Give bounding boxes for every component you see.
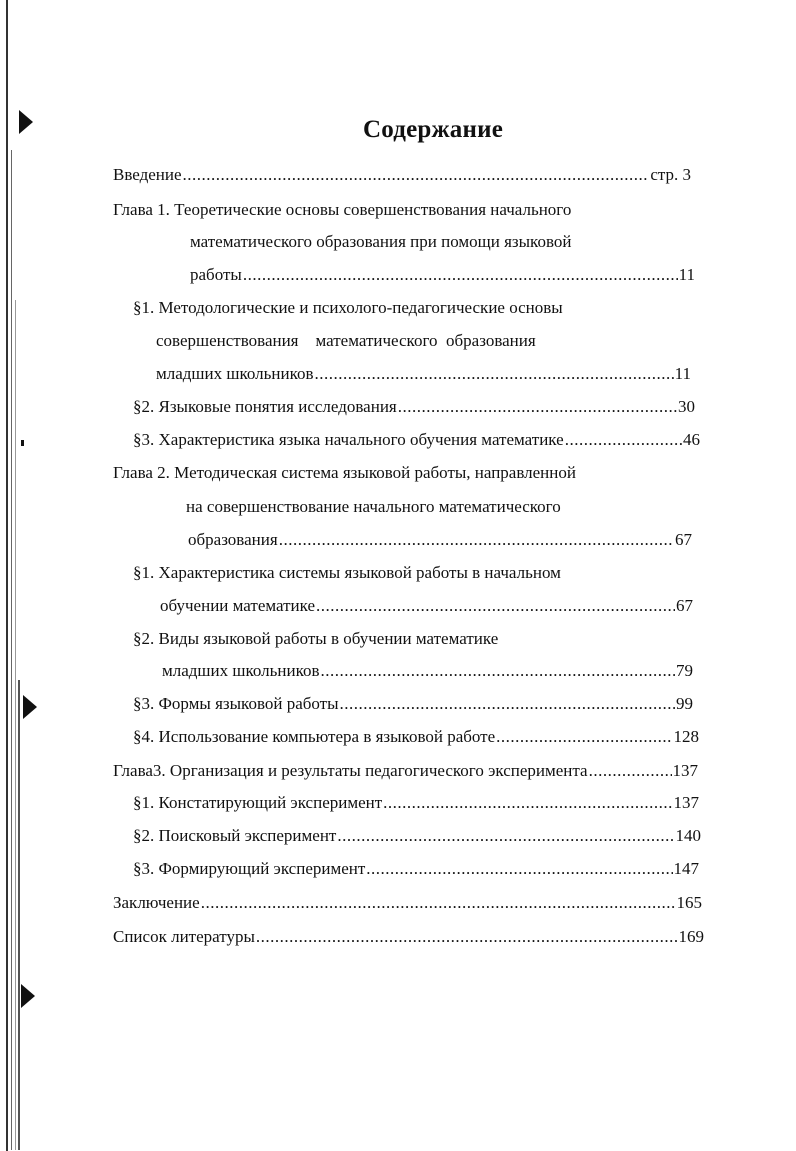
toc-entry-label: Глава3. Организация и результаты педагогического эксперимента xyxy=(113,761,588,780)
toc-entry-chapter-2 xyxy=(188,529,692,551)
dot-leader xyxy=(256,926,678,948)
toc-entry-label: Список литературы xyxy=(113,927,255,946)
dot-leader xyxy=(316,595,675,617)
toc-entry-intro xyxy=(113,164,691,186)
dot-leader xyxy=(398,396,677,418)
toc-entry-page: 169 xyxy=(678,927,704,946)
toc-entry-label: Заключение xyxy=(113,893,200,912)
dot-leader xyxy=(366,858,672,880)
toc-entry-label: работы xyxy=(190,265,242,284)
toc-entry-ch1-s2 xyxy=(133,396,695,418)
toc-entry-page: 67 xyxy=(675,530,692,549)
toc-entry-chapter-3 xyxy=(113,760,698,782)
dot-leader xyxy=(201,892,676,914)
toc-entry-ch3-s1 xyxy=(133,792,699,814)
toc-chapter-1-line-1: Глава 1. Теоретические основы совершенствования начального xyxy=(113,200,572,219)
toc-entry-page: 67 xyxy=(676,596,693,615)
toc-entry-chapter-1 xyxy=(190,264,695,286)
toc-entry-ch1-s3 xyxy=(133,429,700,451)
toc-entry-conclusion xyxy=(113,892,702,914)
toc-entry-page: 11 xyxy=(678,265,695,284)
toc-entry-label: §1. Констатирующий эксперимент xyxy=(133,793,383,812)
toc-entry-page: 165 xyxy=(676,893,702,912)
dot-leader xyxy=(243,264,678,286)
dot-leader xyxy=(340,693,675,715)
toc-entry-ch2-s3 xyxy=(133,693,693,715)
toc-entry-page: стр. 3 xyxy=(650,165,691,184)
toc-entry-label: младших школьников xyxy=(162,661,320,680)
toc-ch1-s1-line-1: §1. Методологические и психолого-педагогические основы xyxy=(133,298,563,317)
toc-entry-ch2-s2 xyxy=(162,660,693,682)
dot-leader xyxy=(589,760,672,782)
toc-entry-ch2-s1 xyxy=(160,595,693,617)
dot-leader xyxy=(183,164,650,186)
toc-chapter-2-line-1: Глава 2. Методическая система языковой работы, направленной xyxy=(113,463,576,482)
dot-leader xyxy=(279,529,674,551)
toc-entry-label: §3. Формы языковой работы xyxy=(133,694,339,713)
toc-ch2-s2-line-1: §2. Виды языковой работы в обучении математике xyxy=(133,629,499,648)
toc-entry-page: 46 xyxy=(683,430,700,449)
toc-entry-label: §2. Поисковый эксперимент xyxy=(133,826,337,845)
toc-entry-page: 11 xyxy=(674,364,691,383)
toc-ch1-s1-line-2: совершенствования математического образования xyxy=(156,331,536,350)
toc-ch2-s1-line-1: §1. Характеристика системы языковой работы в начальном xyxy=(133,563,561,582)
toc-entry-label: обучении математике xyxy=(160,596,316,615)
toc-entry-page: 99 xyxy=(676,694,693,713)
toc-entry-ch3-s2 xyxy=(133,825,701,847)
toc-entry-label: образования xyxy=(188,530,278,549)
toc-entry-page: 128 xyxy=(673,727,699,746)
toc-entry-page: 30 xyxy=(678,397,695,416)
toc-entry-label: младших школьников xyxy=(156,364,314,383)
toc-entry-ch2-s4 xyxy=(133,726,699,748)
dot-leader xyxy=(565,429,682,451)
toc-entry-ch1-s1 xyxy=(156,363,691,385)
toc-entry-label: §3. Формирующий эксперимент xyxy=(133,859,366,878)
dot-leader xyxy=(383,792,672,814)
toc-entry-page: 147 xyxy=(673,859,699,878)
toc-entry-ch3-s3 xyxy=(133,858,699,880)
toc-chapter-2-line-2: на совершенствование начального математического xyxy=(186,497,561,516)
toc-entry-page: 137 xyxy=(672,761,698,780)
toc-entry-references xyxy=(113,926,704,948)
dot-leader xyxy=(321,660,676,682)
toc-entry-label: Введение xyxy=(113,165,182,184)
dot-leader xyxy=(496,726,672,748)
toc-chapter-1-line-2: математического образования при помощи языковой xyxy=(190,232,572,251)
page-title: Содержание xyxy=(362,116,503,143)
toc-entry-page: 79 xyxy=(676,661,693,680)
dot-leader xyxy=(337,825,674,847)
toc-entry-page: 137 xyxy=(673,793,699,812)
toc-entry-page: 140 xyxy=(675,826,701,845)
dot-leader xyxy=(315,363,674,385)
toc-entry-label: §4. Использование компьютера в языковой работе xyxy=(133,727,496,746)
toc-entry-label: §2. Языковые понятия исследования xyxy=(133,397,397,416)
toc-entry-label: §3. Характеристика языка начального обучения математике xyxy=(133,430,564,449)
